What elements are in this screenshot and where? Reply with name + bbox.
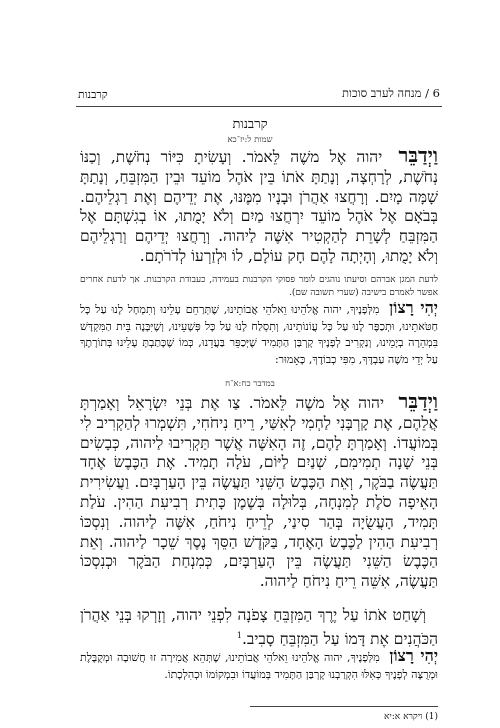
- instruction-note: לדעת המגן אברהם וסיעתו נוהגים לומר פסוקי הקרבנות בעמידה, כעבודת הקרבנות. אך לדעת אחרים אפשר לאמרם בישיבה (שערי תשובה שם).: [80, 275, 438, 298]
- footnote: (1) ויקרא א:יא: [384, 712, 438, 722]
- yehi-ratzon-prayer: [80, 300, 438, 368]
- prayer-text: מִלְּפָנֶיךָ, יהוה אֱלֹהֵינוּ וֵאלֹהֵי אֲבוֹתֵינוּ, שֶׁתְּרַחֵם עָלֵינוּ וְתִמְחָל לָנוּ עַל כָּל חַטֹּאתֵינוּ, וּתְכַפֶּר לָנוּ עַל כָּל עֲוֹנוֹתֵינוּ, וְתִסְלַח לָנוּ עַל כָּל פְּשָׁעֵינוּ, וְשֶׁיִּבָּנֶה בֵּית הַמִּקְדָּשׁ בִּמְהֵרָה בְיָמֵינוּ, וְנַקְרִיב לְפָנֶיךָ קָרְבַּן הַתָּמִיד שֶׁיְּכַפֵּר בַּעֲדֵנוּ, כְּמוֹ שֶׁכָּתַבְתָּ עָלֵינוּ בְּתוֹרָתֶךָ עַל יְדֵי משֶׁה עַבְדֶּךָ, מִפִּי כְבוֹדֶךָ, כָּאָמוּר:: [80, 303, 438, 366]
- shechita-verse: [80, 606, 438, 650]
- tamid-passage: [80, 389, 438, 592]
- prayer-text: מִלְּפָנֶיךָ, יהוה אֱלֹהֵינוּ וֵאלֹהֵי אֲבוֹתֵינוּ, שֶׁתְּהֵא אֲמִירָה זוּ חֲשׁוּבָה וּמְקֻבֶּלֶת וּמְרֻצָּה לְפָנֶיךָ כְּאִלּוּ הִקְרַבְנוּ קָרְבַּן הַתָּמִיד בְּמוֹעֲדוֹ וּבִמְקוֹמוֹ וּכְהִלְכָתוֹ.: [80, 651, 438, 681]
- source-citation: שמות ל:יז־כא: [227, 135, 273, 145]
- footnote-marker: 1: [236, 630, 242, 640]
- kiyor-passage: [80, 143, 438, 267]
- passage-opening-word: וַיְדַבֵּר: [398, 389, 438, 413]
- running-header-section: קרבנות: [78, 88, 108, 101]
- passage-text: יהוה אֶל משֶׁה לֵּאמֹר. וְעָשִׂיתָ כִּיּוֹר נְחֹשֶׁת, וְכַנּוֹ נְחֹשֶׁת, לְרָחְצָה, וְנָתַתָּ אֹתוֹ בֵּין אֹהֶל מוֹעֵד וּבֵין הַמִּזְבֵּחַ, וְנָתַתָּ שָׁמָּה מָיִם. וְרָחֲצוּ אַהֲרֹן וּבָנָיו מִמֶּנּוּ, אֶת יְדֵיהֶם וְאֶת רַגְלֵיהֶם. בְּבֹאָם אֶל אֹהֶל מוֹעֵד יִרְחֲצוּ מַיִם וְלֹא יָמֻתוּ, אוֹ בְגִשְׁתָּם אֶל הַמִּזְבֵּחַ לְשָׁרֵת לְהַקְטִיר אִשֶּׁה לַיהוה. וְרָחֲצוּ יְדֵיהֶם וְרַגְלֵיהֶם וְלֹא יָמֻתוּ, וְהָיְתָה לָהֶם חָק עוֹלָם, לוֹ וּלְזַרְעוֹ לְדֹרֹתָם.: [80, 148, 438, 265]
- prayer-opening-word: יְהִי רָצוֹן: [389, 646, 439, 665]
- verse-text: וְשָׁחַט אֹתוֹ עַל יֶרֶךְ הַמִּזְבֵּחַ צָפֹנָה לִפְנֵי יהוה, וְזָרְקוּ בְּנֵי אַהֲרֹן הַכֹּהֲנִים אֶת דָּמוֹ עַל הַמִּזְבֵּחַ סָבִיב.: [80, 606, 438, 648]
- section-title: קרבנות: [232, 117, 268, 132]
- closing-prayer: [80, 648, 438, 683]
- running-header-page-title: 6 / מנחה לערב סוכות: [342, 86, 440, 100]
- header-rule: [76, 106, 442, 107]
- passage-text: יהוה אֶל משֶׁה לֵּאמֹר. צַו אֶת בְּנֵי יִשְׂרָאֵל וְאָמַרְתָּ אֲלֵהֶם, אֶת קָרְבָּנִי לַחְמִי לְאִשַּׁי, רֵיחַ נִיחֹחִי, תִּשְׁמְרוּ לְהַקְרִיב לִי בְּמוֹעֲדוֹ. וְאָמַרְתָּ לָהֶם, זֶה הָאִשֶּׁה אֲשֶׁר תַּקְרִיבוּ לַיהוה, כְּבָשִׂים בְּנֵי שָׁנָה תְמִימִם, שְׁנַיִם לַיּוֹם, עֹלָה תָמִיד. אֶת הַכֶּבֶשׂ אֶחָד תַּעֲשֶׂה בַבֹּקֶר, וְאֵת הַכֶּבֶשׂ הַשֵּׁנִי תַּעֲשֶׂה בֵּין הָעַרְבָּיִם. וַעֲשִׂירִית הָאֵיפָה סֹלֶת לְמִנְחָה, בְּלוּלָה בְּשֶׁמֶן כָּתִית רְבִיעִת הַהִין. עֹלַת תָּמִיד, הָעֲשֻׂיָה בְּהַר סִינַי, לְרֵיחַ נִיחֹחַ, אִשֶּׁה לַיהוה. וְנִסְכּוֹ רְבִיעִת הַהִין לַכֶּבֶשׂ הָאֶחָד, בַּקֹּדֶשׁ הַסֵּךְ נֶסֶךְ שֵׁכָר לַיהוה. וְאֵת הַכֶּבֶשׂ הַשֵּׁנִי תַּעֲשֶׂה בֵּין הָעַרְבָּיִם, כְּמִנְחַת הַבֹּקֶר וּכְנִסְכּוֹ תַּעֲשֶׂה, אִשֵּׁה רֵיחַ נִיחֹחַ לַיהוה.: [80, 394, 438, 591]
- passage-opening-word: וַיְדַבֵּר: [398, 143, 438, 167]
- footnote-rule: [250, 706, 438, 707]
- source-citation: במדבר כח:א־ח: [225, 379, 275, 389]
- prayer-opening-word: יְהִי רָצוֹן: [389, 298, 439, 317]
